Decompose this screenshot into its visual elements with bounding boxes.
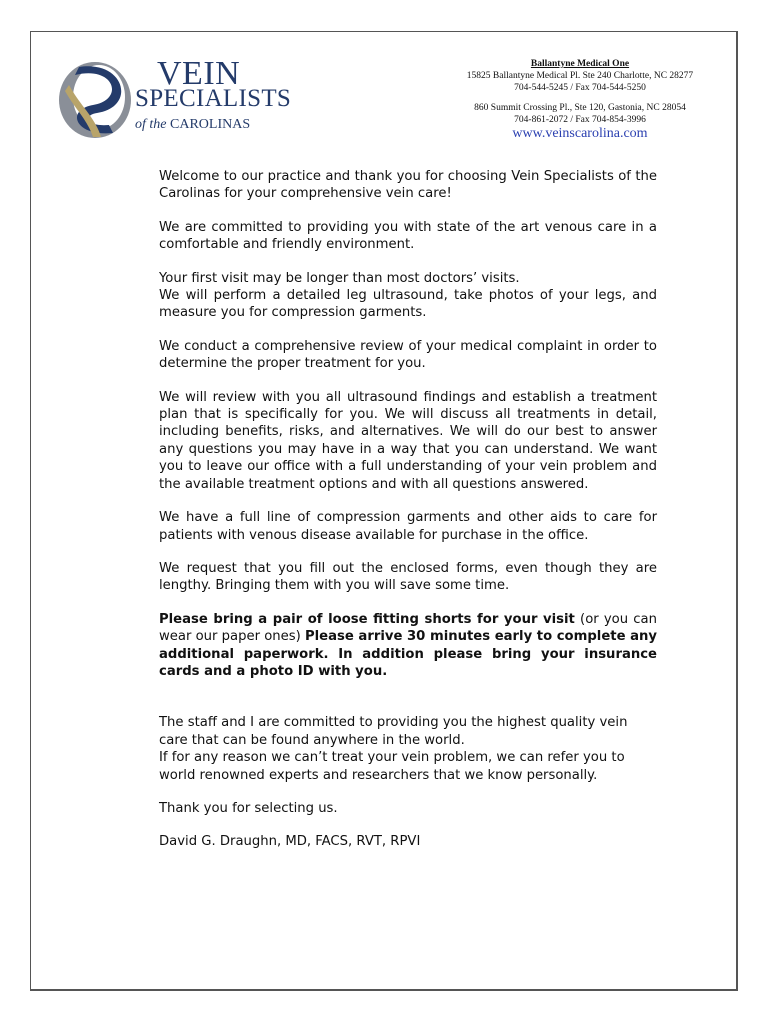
instructions-paper: (or you can wear our paper ones): [159, 611, 657, 645]
paragraph-welcome: Welcome to our practice and thank you for choosing Vein Specialists of the Carolinas for your comprehensive vein care!: [159, 169, 657, 202]
first-visit-line1: Your first visit may be longer than most doctors’ visits.: [159, 270, 520, 286]
logo-text-vein: VEIN: [157, 55, 241, 92]
paragraph-garments: We have a full line of compression garments and other aids to care for patients with venous disease available for purchase in the office.: [159, 510, 657, 543]
paragraph-treatment-plan: We will review with you all ultrasound findings and establish a treatment plan that is specifically for you. We will discuss all treatments in detail, including benefits, risks, and alternatives. We will do our best to answer any questions you may have in a way that you can understand. We want you to leave our office with a full understanding of your vein problem and the available treatment options and with all questions answered.: [159, 389, 657, 492]
office-addresses: [440, 58, 720, 140]
paragraph-commitment: We are committed to providing you with state of the art venous care in a comfortable and friendly environment.: [159, 219, 657, 253]
office2-phone: 704-861-2072 / Fax 704-854-3996: [514, 115, 646, 125]
office1-name: Ballantyne Medical One: [530, 59, 630, 69]
paragraph-thanks: Thank you for selecting us.: [159, 800, 338, 816]
staff-line2: If for any reason we can’t treat your vein problem, we can refer you to world renowned experts and researchers that we know personally.: [159, 750, 625, 783]
staff-line1: The staff and I are committed to providing you the highest quality vein care that can be found anywhere in the world.: [159, 715, 628, 748]
office2-street: 860 Summit Crossing Pl., Ste 120, Gastonia, NC 28054: [474, 103, 686, 113]
paragraph-instructions: [159, 611, 657, 681]
instructions-arrive: Please arrive 30 minutes early to complete any additional paperwork. In addition please bring your insurance cards and a photo ID with you.: [159, 629, 657, 679]
paragraph-staff: [159, 714, 657, 784]
signature: David G. Draughn, MD, FACS, RVT, RPVI: [159, 834, 421, 850]
office1-phone: 704-544-5245 / Fax 704-544-5250: [514, 83, 646, 93]
instructions-shorts: Please bring a pair of loose fitting shorts for your visit: [159, 611, 575, 627]
logo-text-carolinas: of the CAROLINAS: [135, 117, 251, 132]
office1-street: 15825 Ballantyne Medical Pl. Ste 240 Charlotte, NC 28277: [466, 71, 694, 81]
paragraph-review: We conduct a comprehensive review of your medical complaint in order to determine the proper treatment for you.: [159, 338, 657, 372]
logo-text-specialists: SPECIALISTS: [135, 85, 292, 112]
paragraph-first-visit: [159, 270, 657, 322]
practice-logo: [55, 55, 295, 140]
first-visit-line2: We will perform a detailed leg ultrasound, take photos of your legs, and measure you for compression garments.: [159, 288, 657, 321]
welcome-letter: [159, 168, 657, 867]
paragraph-forms: We request that you fill out the enclosed forms, even though they are lengthy. Bringing them with you will save some time.: [159, 560, 657, 594]
website-link[interactable]: www.veinscarolina.com: [512, 126, 648, 141]
logo-emblem-icon: [55, 55, 135, 140]
